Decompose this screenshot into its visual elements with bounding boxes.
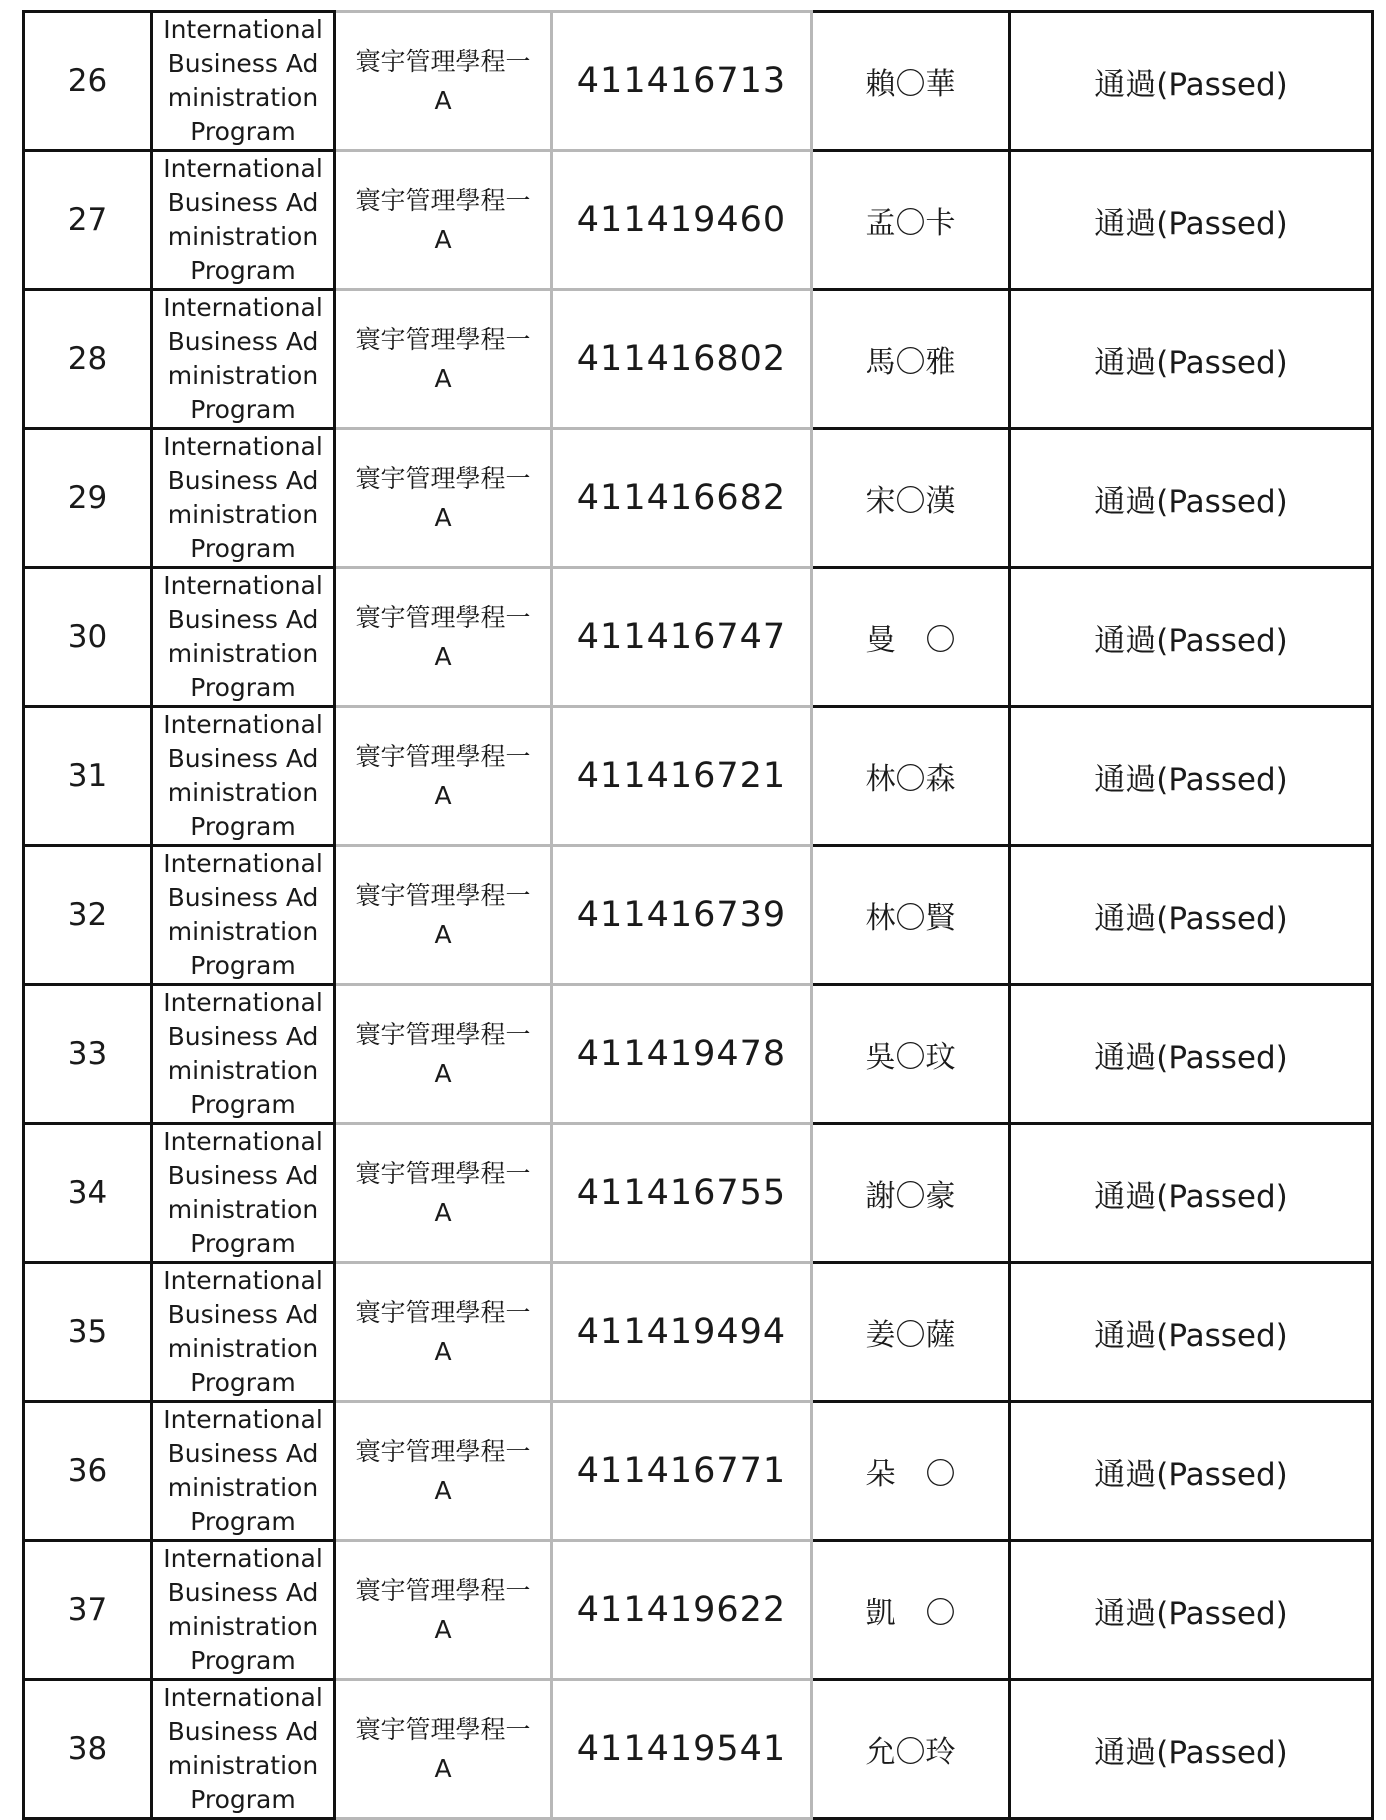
row-number: 38 xyxy=(67,1731,108,1767)
student-id-cell xyxy=(552,12,812,151)
program-zh-cell xyxy=(335,707,552,846)
program-en-cell xyxy=(152,1680,335,1819)
program-section: A xyxy=(434,503,452,532)
student-name: 朵 〇 xyxy=(865,1457,956,1492)
status-text: 通過(Passed) xyxy=(1094,1456,1288,1493)
status-cell xyxy=(1010,429,1373,568)
status-cell xyxy=(1010,1541,1373,1680)
program-en-cell xyxy=(152,568,335,707)
program-name-zh: 寰宇管理學程一 xyxy=(355,325,531,354)
student-name-cell xyxy=(812,1124,1010,1263)
student-name-cell xyxy=(812,707,1010,846)
program-zh-cell xyxy=(335,1541,552,1680)
program-en-cell xyxy=(152,12,335,151)
program-zh-cell xyxy=(335,151,552,290)
table-row xyxy=(24,1541,1373,1680)
table-row xyxy=(24,1124,1373,1263)
student-name: 允〇玲 xyxy=(865,1735,956,1770)
program-name-en: International Business Administration Program xyxy=(163,1266,323,1397)
program-zh-cell xyxy=(335,12,552,151)
program-name-zh: 寰宇管理學程一 xyxy=(355,1298,531,1327)
program-en-cell xyxy=(152,151,335,290)
row-number: 26 xyxy=(67,63,108,99)
program-name-en: International Business Administration Program xyxy=(163,571,323,702)
results-table xyxy=(22,10,1374,1820)
student-id-cell xyxy=(552,1402,812,1541)
student-name-cell xyxy=(812,12,1010,151)
program-section: A xyxy=(434,1198,452,1227)
status-cell xyxy=(1010,985,1373,1124)
program-name-en: International Business Administration Program xyxy=(163,293,323,424)
program-name-zh: 寰宇管理學程一 xyxy=(355,881,531,910)
student-name: 謝〇豪 xyxy=(865,1179,956,1214)
table-row xyxy=(24,568,1373,707)
student-name: 曼 〇 xyxy=(865,623,956,658)
row-number-cell xyxy=(24,1402,152,1541)
row-number-cell xyxy=(24,568,152,707)
status-cell xyxy=(1010,846,1373,985)
program-name-zh: 寰宇管理學程一 xyxy=(355,742,531,771)
status-cell xyxy=(1010,151,1373,290)
student-name-cell xyxy=(812,429,1010,568)
row-number-cell xyxy=(24,1680,152,1819)
student-name: 姜〇薩 xyxy=(865,1318,956,1353)
student-id-cell xyxy=(552,846,812,985)
program-name-zh: 寰宇管理學程一 xyxy=(355,1715,531,1744)
student-id: 411416802 xyxy=(576,339,787,379)
status-cell xyxy=(1010,12,1373,151)
status-text: 通過(Passed) xyxy=(1094,1317,1288,1354)
program-name-zh: 寰宇管理學程一 xyxy=(355,1576,531,1605)
student-name: 林〇森 xyxy=(865,762,956,797)
program-name-zh: 寰宇管理學程一 xyxy=(355,1020,531,1049)
student-name: 孟〇卡 xyxy=(865,206,956,241)
student-id-cell xyxy=(552,1263,812,1402)
program-name-en: International Business Administration Program xyxy=(163,432,323,563)
student-id: 411416755 xyxy=(576,1173,787,1213)
student-id: 411419478 xyxy=(576,1034,787,1074)
student-name: 吳〇玟 xyxy=(865,1040,956,1075)
program-zh-cell xyxy=(335,1263,552,1402)
student-name-cell xyxy=(812,290,1010,429)
student-id: 411416739 xyxy=(576,895,787,935)
row-number-cell xyxy=(24,1124,152,1263)
table-row xyxy=(24,290,1373,429)
table-row xyxy=(24,151,1373,290)
program-en-cell xyxy=(152,1541,335,1680)
row-number-cell xyxy=(24,1263,152,1402)
status-text: 通過(Passed) xyxy=(1094,1595,1288,1632)
program-en-cell xyxy=(152,1402,335,1541)
student-id-cell xyxy=(552,429,812,568)
program-section: A xyxy=(434,86,452,115)
row-number: 36 xyxy=(67,1453,108,1489)
program-name-zh: 寰宇管理學程一 xyxy=(355,186,531,215)
program-name-en: International Business Administration Program xyxy=(163,1405,323,1536)
results-table-body xyxy=(24,12,1373,1819)
student-name-cell xyxy=(812,1541,1010,1680)
program-section: A xyxy=(434,920,452,949)
table-row xyxy=(24,429,1373,568)
student-id: 411416747 xyxy=(576,617,787,657)
status-text: 通過(Passed) xyxy=(1094,1734,1288,1771)
status-text: 通過(Passed) xyxy=(1094,66,1288,103)
program-name-zh: 寰宇管理學程一 xyxy=(355,464,531,493)
row-number: 31 xyxy=(67,758,108,794)
row-number: 28 xyxy=(67,341,108,377)
status-text: 通過(Passed) xyxy=(1094,761,1288,798)
program-name-en: International Business Administration Program xyxy=(163,988,323,1119)
program-name-en: International Business Administration Program xyxy=(163,849,323,980)
status-cell xyxy=(1010,1124,1373,1263)
table-row xyxy=(24,707,1373,846)
program-en-cell xyxy=(152,1263,335,1402)
row-number-cell xyxy=(24,290,152,429)
status-cell xyxy=(1010,707,1373,846)
student-id-cell xyxy=(552,151,812,290)
program-en-cell xyxy=(152,707,335,846)
table-row xyxy=(24,985,1373,1124)
student-id-cell xyxy=(552,1124,812,1263)
student-name-cell xyxy=(812,1402,1010,1541)
program-section: A xyxy=(434,1476,452,1505)
student-id-cell xyxy=(552,1680,812,1819)
status-text: 通過(Passed) xyxy=(1094,900,1288,937)
student-id-cell xyxy=(552,985,812,1124)
program-en-cell xyxy=(152,846,335,985)
table-row xyxy=(24,1680,1373,1819)
program-en-cell xyxy=(152,1124,335,1263)
program-zh-cell xyxy=(335,1680,552,1819)
table-row xyxy=(24,1402,1373,1541)
program-name-en: International Business Administration Program xyxy=(163,710,323,841)
row-number: 30 xyxy=(67,619,108,655)
student-id-cell xyxy=(552,568,812,707)
student-id-cell xyxy=(552,290,812,429)
program-name-zh: 寰宇管理學程一 xyxy=(355,603,531,632)
program-section: A xyxy=(434,364,452,393)
program-section: A xyxy=(434,642,452,671)
program-name-en: International Business Administration Program xyxy=(163,1127,323,1258)
program-zh-cell xyxy=(335,429,552,568)
program-zh-cell xyxy=(335,1402,552,1541)
program-section: A xyxy=(434,1754,452,1783)
student-name-cell xyxy=(812,151,1010,290)
program-en-cell xyxy=(152,290,335,429)
student-name-cell xyxy=(812,1263,1010,1402)
student-name: 宋〇漢 xyxy=(865,484,956,519)
student-name: 林〇賢 xyxy=(865,901,956,936)
status-cell xyxy=(1010,568,1373,707)
table-row xyxy=(24,1263,1373,1402)
student-name: 馬〇雅 xyxy=(865,345,956,380)
row-number-cell xyxy=(24,429,152,568)
row-number: 27 xyxy=(67,202,108,238)
program-name-en: International Business Administration Program xyxy=(163,1683,323,1814)
student-name: 賴〇華 xyxy=(865,67,956,102)
program-zh-cell xyxy=(335,568,552,707)
program-name-zh: 寰宇管理學程一 xyxy=(355,47,531,76)
program-zh-cell xyxy=(335,290,552,429)
row-number-cell xyxy=(24,707,152,846)
program-section: A xyxy=(434,781,452,810)
row-number-cell xyxy=(24,12,152,151)
student-id: 411416771 xyxy=(576,1451,787,1491)
row-number-cell xyxy=(24,985,152,1124)
program-name-en: International Business Administration Program xyxy=(163,154,323,285)
student-id: 411416721 xyxy=(576,756,787,796)
student-id: 411416713 xyxy=(576,61,787,101)
row-number: 33 xyxy=(67,1036,108,1072)
row-number-cell xyxy=(24,151,152,290)
program-name-zh: 寰宇管理學程一 xyxy=(355,1159,531,1188)
student-id: 411419541 xyxy=(576,1729,787,1769)
table-row xyxy=(24,846,1373,985)
program-zh-cell xyxy=(335,846,552,985)
program-section: A xyxy=(434,1615,452,1644)
student-id-cell xyxy=(552,1541,812,1680)
program-section: A xyxy=(434,1059,452,1088)
row-number: 29 xyxy=(67,480,108,516)
program-en-cell xyxy=(152,429,335,568)
status-text: 通過(Passed) xyxy=(1094,1039,1288,1076)
student-id: 411416682 xyxy=(576,478,787,518)
student-name-cell xyxy=(812,985,1010,1124)
status-cell xyxy=(1010,1402,1373,1541)
student-id-cell xyxy=(552,707,812,846)
table-row xyxy=(24,12,1373,151)
student-name-cell xyxy=(812,1680,1010,1819)
student-id: 411419460 xyxy=(576,200,787,240)
student-id: 411419622 xyxy=(576,1590,787,1630)
program-zh-cell xyxy=(335,1124,552,1263)
row-number: 37 xyxy=(67,1592,108,1628)
row-number: 35 xyxy=(67,1314,108,1350)
program-zh-cell xyxy=(335,985,552,1124)
student-name-cell xyxy=(812,846,1010,985)
program-name-zh: 寰宇管理學程一 xyxy=(355,1437,531,1466)
student-id: 411419494 xyxy=(576,1312,787,1352)
status-cell xyxy=(1010,1680,1373,1819)
student-name-cell xyxy=(812,568,1010,707)
status-text: 通過(Passed) xyxy=(1094,344,1288,381)
status-text: 通過(Passed) xyxy=(1094,1178,1288,1215)
program-name-en: International Business Administration Program xyxy=(163,15,323,146)
status-text: 通過(Passed) xyxy=(1094,205,1288,242)
program-section: A xyxy=(434,225,452,254)
status-cell xyxy=(1010,290,1373,429)
row-number-cell xyxy=(24,846,152,985)
row-number: 34 xyxy=(67,1175,108,1211)
program-en-cell xyxy=(152,985,335,1124)
program-section: A xyxy=(434,1337,452,1366)
row-number-cell xyxy=(24,1541,152,1680)
row-number: 32 xyxy=(67,897,108,933)
program-name-en: International Business Administration Program xyxy=(163,1544,323,1675)
student-name: 凱 〇 xyxy=(865,1596,956,1631)
status-text: 通過(Passed) xyxy=(1094,622,1288,659)
status-text: 通過(Passed) xyxy=(1094,483,1288,520)
status-cell xyxy=(1010,1263,1373,1402)
